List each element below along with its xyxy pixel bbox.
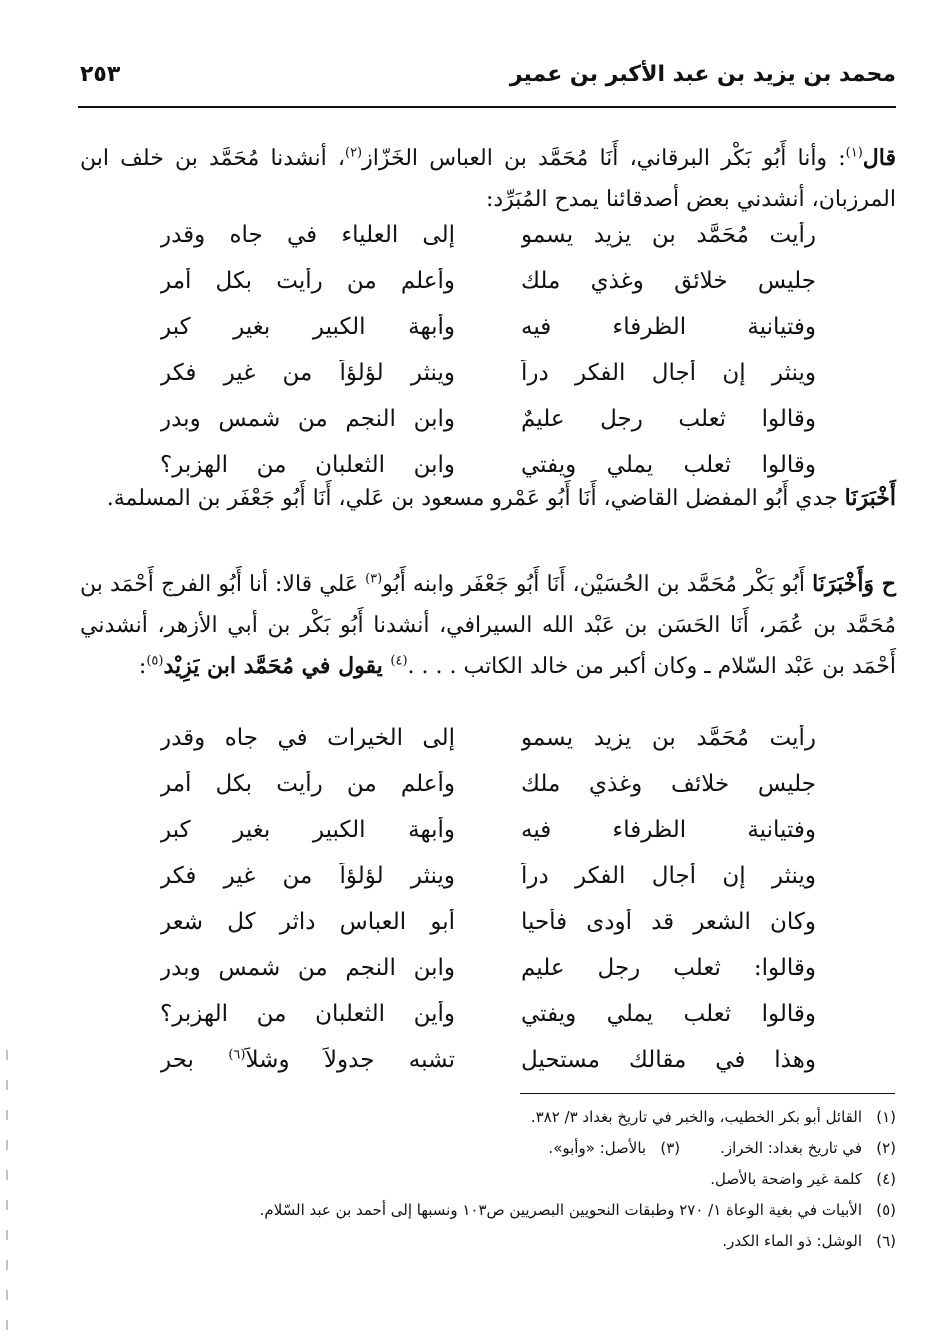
footnote-4	[60, 1164, 896, 1195]
page-header	[80, 62, 896, 102]
footnote-3-text: بالأصل: «وأبو».	[548, 1139, 647, 1157]
verse	[160, 817, 816, 863]
verse-second-hemistich-tail: بحر	[160, 1047, 229, 1073]
footnote-ref-5: (٥)	[146, 653, 164, 669]
verse-first-hemistich: وقالوا: ثعلب رجل عليم	[521, 955, 816, 981]
page-number: ٢٥٣	[80, 62, 121, 87]
verse-first-hemistich: وينثر إن أجال الفكر دراً	[521, 360, 816, 386]
verse-second-hemistich-text: وابن النجم من شمسٍ وبدر	[160, 955, 455, 981]
verse-second-hemistich-text: أبو العباس داثر كل شعر	[160, 909, 455, 935]
verse-second-hemistich-text: وأعلم من رأيت بكل أمر	[160, 268, 455, 294]
verse	[160, 955, 816, 1001]
paragraph-3-text-d: :	[138, 654, 147, 679]
verse-second-hemistich-text: إلى الخيرات في جاه وقدر	[160, 725, 455, 751]
footnote-6-number: (٦)	[876, 1232, 896, 1250]
footnote-5	[60, 1195, 896, 1226]
footnote-2	[60, 1133, 896, 1164]
verse-second-hemistich	[160, 771, 455, 797]
scan-margin-marks	[6, 1050, 8, 1330]
footnote-4-number: (٤)	[876, 1170, 896, 1188]
verse	[160, 406, 816, 452]
verse-first-hemistich: جليس خلائق وغذي ملك	[521, 268, 816, 294]
verse-second-hemistich-text: وابن النجم من شمس وبدر	[160, 406, 455, 432]
keyword-akhbarana: أَخْبَرَنَا	[844, 485, 896, 511]
keyword-wa-akhbarana: ح وَأَخْبَرَنَا	[812, 571, 896, 597]
verse-second-hemistich-text: وينثر لؤلؤاً من غير فكر	[160, 360, 455, 386]
footnote-6	[60, 1226, 896, 1257]
verse-second-hemistich-text: وأين الثعلبان من الهزبر؟	[160, 1001, 455, 1027]
footnote-ref-6: (٦)	[228, 1047, 246, 1063]
paragraph-1-text-b: ، أنشدنا مُحَمَّد بن خلف ابن المرزبان، أنشدني بعض أصدقائنا يمدح المُبَرِّد:	[80, 146, 896, 212]
header-rule	[78, 106, 896, 108]
paragraph-3	[80, 564, 896, 687]
footnote-ref-2: (٢)	[344, 145, 363, 161]
verse-second-hemistich-text: وأعلم من رأيت بكل أمر	[160, 771, 455, 797]
verse	[160, 725, 816, 771]
verse-first-hemistich: جليس خلائف وغذي ملك	[521, 771, 816, 797]
footnote-ref-4: (٤)	[390, 653, 408, 669]
verse-first-hemistich: وقالوا ثعلب يملي ويفتي	[521, 1001, 816, 1027]
verse-second-hemistich-text: وأبهة الكبير بغير كبر	[160, 817, 455, 843]
footnote-2-text: في تاريخ بغداد: الخراز.	[720, 1139, 862, 1157]
footnote-6-text: الوشل: ذو الماء الكدر.	[722, 1232, 862, 1250]
verse	[160, 360, 816, 406]
footnote-rule	[520, 1093, 895, 1094]
poem-2	[160, 725, 816, 1093]
poem-1	[160, 222, 816, 498]
footnote-3-number: (٣)	[660, 1139, 681, 1157]
verse-first-hemistich: وقالوا ثعلب رجل عليمٌ	[521, 406, 816, 432]
footnotes	[60, 1102, 896, 1257]
footnote-4-text: كلمة غير واضحة بالأصل.	[710, 1170, 862, 1188]
verse	[160, 863, 816, 909]
verse-first-hemistich: وهذا في مقالك مستحيل	[521, 1047, 816, 1073]
verse-second-hemistich	[160, 1001, 455, 1027]
footnote-1-text: القائل أبو بكر الخطيب، والخبر في تاريخ بغداد ٣/ ٣٨٢.	[530, 1108, 862, 1126]
verse-second-hemistich	[160, 268, 455, 294]
verse	[160, 268, 816, 314]
verse-second-hemistich-text: إلى العلياء في جاه وقدرِ	[160, 222, 455, 248]
verse-second-hemistich-text: وابن الثعلبان من الهزبر؟	[160, 452, 455, 478]
verse-second-hemistich	[160, 863, 455, 889]
paragraph-3-text-c: يقول في مُحَمَّد ابن يَزِيْد	[163, 653, 391, 679]
verse	[160, 222, 816, 268]
verse-second-hemistich	[160, 955, 455, 981]
paragraph-3-text-b: عَلي قالا: أنا أَبُو الفرج أَحْمَد بن مُحَمَّد بن عُمَر، أَنَا الحَسَن بن عَبْد الله السيرافي، أنشدنا أَبُو بَكْر بن أبي الأزهر، أنشدني أَحْمَد بن عَبْد السّلام ـ وكان أكبر من خالد الكاتب . . . .	[80, 572, 896, 679]
footnote-1	[60, 1102, 896, 1133]
footnote-ref-1: (١)	[845, 145, 863, 161]
verse-first-hemistich: وكان الشعر قد أودى فأحيا	[521, 909, 816, 935]
verse-second-hemistich	[160, 817, 455, 843]
verse-second-hemistich	[160, 314, 455, 340]
footnote-5-number: (٥)	[876, 1201, 896, 1219]
paragraph-2-text: جدي أَبُو المفضل القاضي، أَنَا أَبُو عَمْرو مسعود بن عَلي، أَنَا أَبُو جَعْفَر بن المسلمة.	[106, 486, 845, 511]
footnote-5-text: الأبيات في بغية الوعاة ١/ ٢٧٠ وطبقات النحويين البصريين ص١٠٣ ونسبها إلى أحمد بن عبد السّلام.	[259, 1201, 862, 1219]
verse-second-hemistich	[160, 360, 455, 386]
verse-first-hemistich: رأيت مُحَمَّد بن يزيد يسمو	[521, 222, 816, 248]
keyword-qal: قال	[862, 145, 896, 171]
verse	[160, 1001, 816, 1047]
footnote-1-number: (١)	[876, 1108, 896, 1126]
verse-second-hemistich-text: تشبه جدولاً وشلاً	[245, 1047, 455, 1073]
verse-second-hemistich	[160, 1047, 455, 1073]
verse-second-hemistich-text: وينثر لؤلؤاً من غير فكر	[160, 863, 455, 889]
verse-first-hemistich: وفتيانية الظرفاء فيه	[521, 817, 816, 843]
verse-first-hemistich: وفتيانية الظرفاء فيه	[521, 314, 816, 340]
footnote-ref-3: (٣)	[365, 571, 383, 587]
verse-second-hemistich	[160, 222, 455, 248]
footnote-2-number: (٢)	[876, 1139, 896, 1157]
verse-second-hemistich	[160, 909, 455, 935]
verse	[160, 909, 816, 955]
verse-first-hemistich: وينثر إن أجال الفكر دراً	[521, 863, 816, 889]
verse-second-hemistich	[160, 452, 455, 478]
running-title: محمد بن يزيد بن عبد الأكبر بن عمير	[509, 62, 896, 87]
verse	[160, 1047, 816, 1093]
verse-first-hemistich: رأيت مُحَمَّد بن يزيد يسمو	[521, 725, 816, 751]
verse-second-hemistich-text: وأبهة الكبير بغير كبر	[160, 314, 455, 340]
paragraph-1	[80, 138, 896, 220]
verse-second-hemistich	[160, 725, 455, 751]
verse-second-hemistich	[160, 406, 455, 432]
verse	[160, 314, 816, 360]
verse-first-hemistich: وقالوا ثعلب يملي ويفتي	[521, 452, 816, 478]
verse	[160, 771, 816, 817]
paragraph-3-text-a: أَبُو بَكْر مُحَمَّد بن الحُسَيْن، أَنَا أَبُو جَعْفَر وابنه أَبُو	[382, 572, 813, 597]
footnote-3	[548, 1139, 680, 1157]
paragraph-2	[80, 478, 896, 519]
paragraph-1-text-a: : وأنا أَبُو بَكْر البرقاني، أَنَا مُحَمَّد بن العباس الخَزّاز	[362, 146, 846, 171]
